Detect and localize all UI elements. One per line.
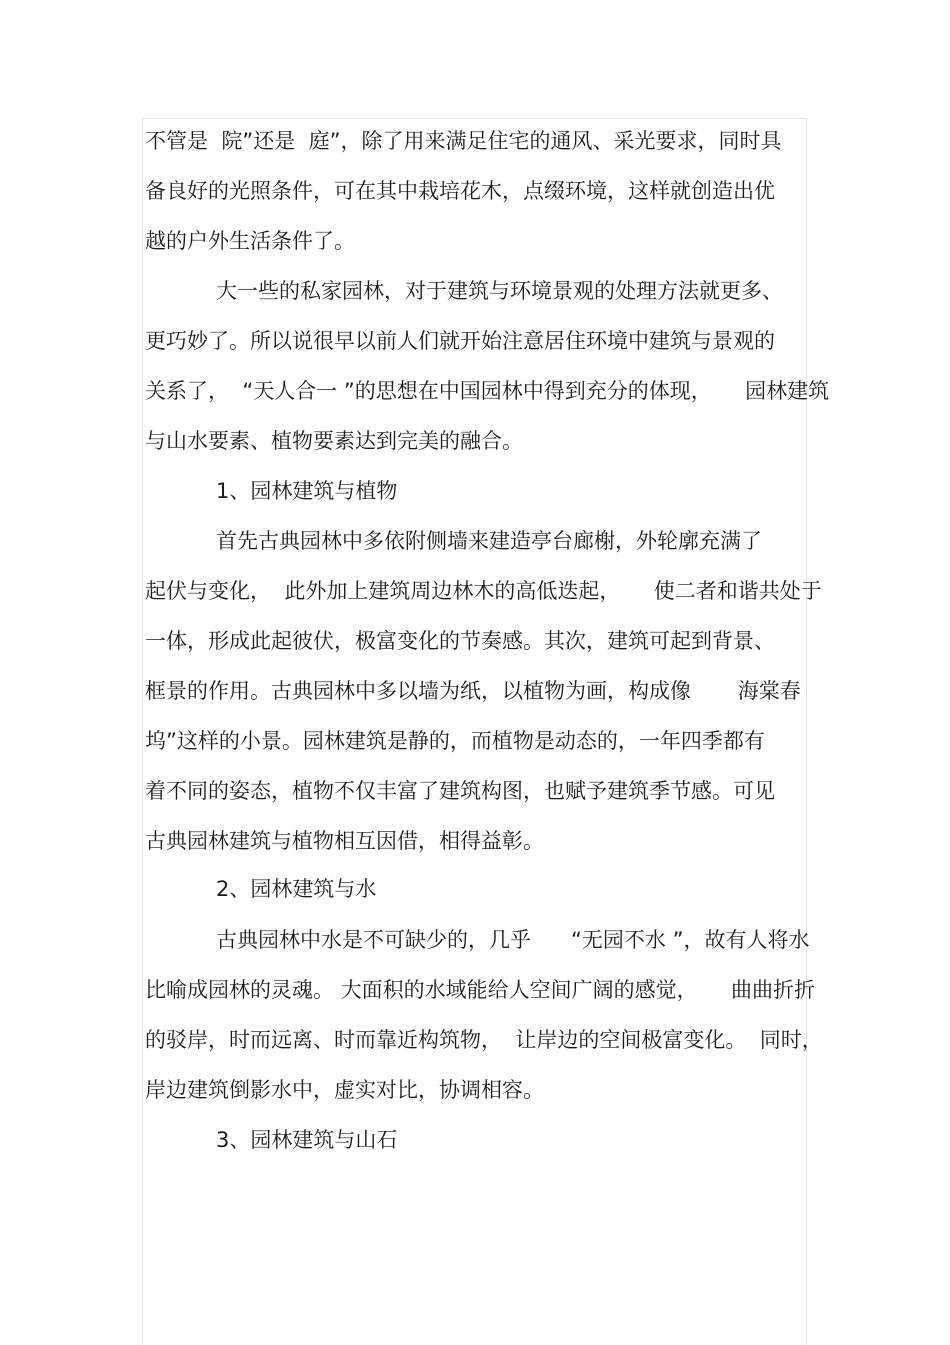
text-line: 古典园林建筑与植物相互因借，相得益彰。 — [145, 829, 544, 853]
text-line: 大一些的私家园林，对于建筑与环境景观的处理方法就更多、 — [216, 279, 783, 303]
text-line: 的驳岸，时而远离、时而靠近构筑物， 让岸边的空间极富变化。 同时， — [145, 1028, 823, 1052]
text-line: 着不同的姿态，植物不仅丰富了建筑构图，也赋予建筑季节感。可见 — [145, 779, 775, 803]
section-heading: 3、园林建筑与山石 — [216, 1128, 398, 1152]
text-line: 关系了， “天人合一 ”的思想在中国园林中得到充分的体现， 园林建筑 — [145, 379, 830, 403]
text-line: 坞”这样的小景。园林建筑是静的，而植物是动态的，一年四季都有 — [145, 729, 765, 753]
section-heading: 1、园林建筑与植物 — [216, 479, 398, 503]
section-heading: 2、园林建筑与水 — [216, 877, 377, 901]
text-line: 越的户外生活条件了。 — [145, 229, 355, 253]
text-line: 比喻成园林的灵魂。 大面积的水域能给人空间广阔的感觉， 曲曲折折 — [145, 978, 816, 1002]
text-line: 古典园林中水是不可缺少的，几乎 “无园不水 ”，故有人将水 — [216, 928, 810, 952]
text-line: 一体，形成此起彼伏，极富变化的节奏感。其次，建筑可起到背景、 — [145, 629, 775, 653]
text-line: 与山水要素、植物要素达到完美的融合。 — [145, 429, 523, 453]
text-line: 起伏与变化， 此外加上建筑周边林木的高低迭起， 使二者和谐共处于 — [145, 579, 822, 603]
text-line: 框景的作用。古典园林中多以墙为纸，以植物为画，构成像 海棠春 — [145, 679, 801, 703]
text-line: 岸边建筑倒影水中，虚实对比，协调相容。 — [145, 1078, 544, 1102]
text-line: 不管是 院”还是 庭”，除了用来满足住宅的通风、采光要求，同时具 — [145, 129, 782, 153]
text-line: 备良好的光照条件，可在其中栽培花木，点缀环境，这样就创造出优 — [145, 179, 775, 203]
text-line: 首先古典园林中多依附侧墙来建造亭台廊榭，外轮廓充满了 — [216, 529, 762, 553]
text-line: 更巧妙了。所以说很早以前人们就开始注意居住环境中建筑与景观的 — [145, 329, 775, 353]
